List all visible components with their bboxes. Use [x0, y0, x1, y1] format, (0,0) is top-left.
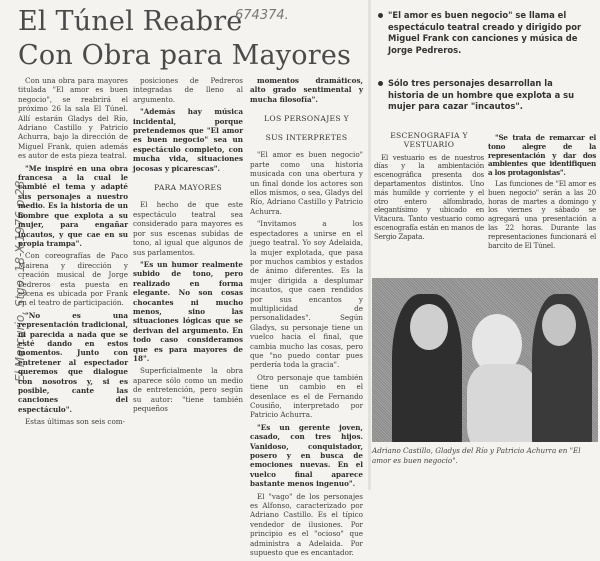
paragraph: Superficialmente la obra aparece sólo como un medio de entretención, pero según su autor: "tiene también pequeños: [133, 366, 243, 413]
highlight-item: [378, 78, 590, 113]
paragraph: Estas últimas son seis com-: [25, 417, 126, 427]
subhead-line-2: SUS INTERPRETES: [265, 133, 348, 143]
paragraph: El "vago" de los personajes es Alfonso, caracterizado por Adriano Castillo. Es el típico vendedor de ilusiones. Por principio es el "ocioso" que administra a Adelaida. Por supuesto que es encantador.: [250, 491, 363, 558]
paragraph: El vestuario es de nuestros días y la ambientación escenográfica presenta dos departamentos distintos. Uno más humilde y corriente y el otro entero alfombrado, elegantísimo y ubicado en Vitacura. Tanto vestuario como escenografía están en manos de Sergio Zapata.: [374, 152, 484, 241]
paragraph: "Además hay música incidental, porque pretendemos que "El amor es buen negocio" sea un espectáculo completo, con mucha vida, situaciones jocosas y picarescas".: [133, 107, 243, 173]
paragraph: "Se trata de remarcar el tono alegre de la representación y dar dos ambientes que identifiquen a los protagonistas".: [488, 133, 596, 178]
subhead-line-1: LOS PERSONAJES Y: [264, 114, 349, 124]
highlight-text: "El amor es buen negocio" se llama el espectáculo teatral creado y dirigido por Miguel Frank con canciones y música de Jorge Pedreros.: [388, 10, 582, 55]
catalog-number: 674374.: [235, 8, 289, 23]
subhead-personajes: [250, 114, 363, 142]
column-divider: [368, 0, 371, 490]
subhead-line-2: VESTUARIO: [403, 139, 455, 149]
cast-photo: [372, 278, 598, 442]
highlight-text: Sólo tres personajes desarrollan la historia de un hombre que explota a su mujer para cazar "incautos".: [388, 78, 575, 111]
photo-caption: Adriano Castillo, Gladys del Río y Patricio Achurra en "El amor es buen negocio".: [372, 446, 581, 465]
highlights-box: [378, 10, 590, 135]
paragraph: Con coreografías de Paco Mairena y dirección y creación musical de Jorge Pedreros esta puesta en escena es ubicada por Frank en el teatro de participación.: [18, 251, 128, 308]
actress-figure: [467, 364, 537, 442]
paragraph: posiciones de Pedreros integradas de lleno al argumento.: [133, 76, 243, 104]
paragraph: "Es un humor realmente subido de tono, pero realizado en forma elegante. No son cosas chocantes ni mucho menos, sino las situaciones lógicas que se derivan del argumento. En todo caso consideramos que es para mayores de 18".: [133, 259, 243, 363]
bullet-icon: [378, 81, 383, 86]
paragraph: Las funciones de "El amor es buen negocio" serán a las 20 horas de martes a domingo y los viernes y sábado se agregará una presentación a las 22 horas. Durante las representaciones funcionará el barcito de El Túnel.: [488, 178, 596, 250]
column-4: [374, 132, 484, 244]
subhead-line-1: ESCENOGRAFIA Y: [390, 131, 468, 140]
source-note: El Mercurio, Stgo. 18-X-1976 p.28: [13, 180, 27, 382]
paragraph: "No es una representación tradicional, ni parecida a nada que se esté dando en estos momentos. Junto con entretener al espectador queremos que dialogue con nosotros y, si es posible, cante las canciones del espectáculo".: [18, 310, 128, 414]
column-5: [488, 134, 596, 252]
column-1: [18, 76, 128, 430]
bullet-icon: [378, 13, 383, 18]
highlight-item: [378, 10, 590, 56]
paragraph: "El amor es buen negocio" parte como una historia musicada con una obertura y un final donde los actores son ellos mismos, o sea, Gladys del Río, Adriano Castillo y Patricio Achurra.: [250, 150, 363, 216]
headline-line-1: El Túnel Reabre: [18, 6, 243, 37]
headline-line-2: Con Obra para Mayores: [18, 40, 352, 71]
subhead-para-mayores: PARA MAYORES: [154, 183, 222, 193]
subhead-escenografia: [374, 132, 484, 150]
column-2: [133, 76, 243, 416]
paragraph: Otro personaje que también tiene un cambio en el desenlace es el de Fernando Cousiño, interpretado por Patricio Achurra.: [250, 372, 363, 420]
column-3: [250, 76, 363, 561]
paragraph: Con una obra para mayores titulada "El amor es buen negocio", se reabrirá el próximo 26 la sala El Túnel. Allí estarán Gladys del Río, Adriano Castillo y Patricio Achurra, bajo la dirección de Miguel Frank, quien además es autor de esta pieza teatral.: [18, 76, 128, 161]
paragraph: momentos dramáticos, alto grado sentimental y mucha filosofía".: [250, 76, 363, 104]
paragraph: "Me inspiré en una obra francesa a la cual le cambié el tema y adapté sus personajes a nuestro medio. Es la historia de un hombre que explota a su mujer, para engañar incautos, y que cae en su propia trampa".: [18, 163, 128, 248]
actor-face: [410, 304, 448, 350]
paragraph: El hecho de que este espectáculo teatral sea considerado para mayores es por sus escenas subidas de tono, al igual que algunos de sus parlamentos.: [133, 200, 243, 257]
paragraph: "Invitamos a los espectadores a unirse en el juego teatral. Yo soy Adelaida, la mujer explotada, que pasa por muchos cambios y estados de ánimo diferentes. Es la mujer dirigida a desplumar incautos, que caen rendidos por sus encantos y multiplicidad de personalidades". Según Gladys, su personaje tiene un vuelco hacia el final, que cambia mucho las cosas, pero que "no puedo contar pues perdería toda la gracia".: [250, 219, 363, 370]
actor-face: [542, 304, 576, 346]
paragraph: "Es un gerente joven, casado, con tres hijos. Vanidoso, conquistador, posero y en busca de emociones nuevas. En el vuelco final aparece bastante menos ingenuo".: [250, 422, 363, 489]
